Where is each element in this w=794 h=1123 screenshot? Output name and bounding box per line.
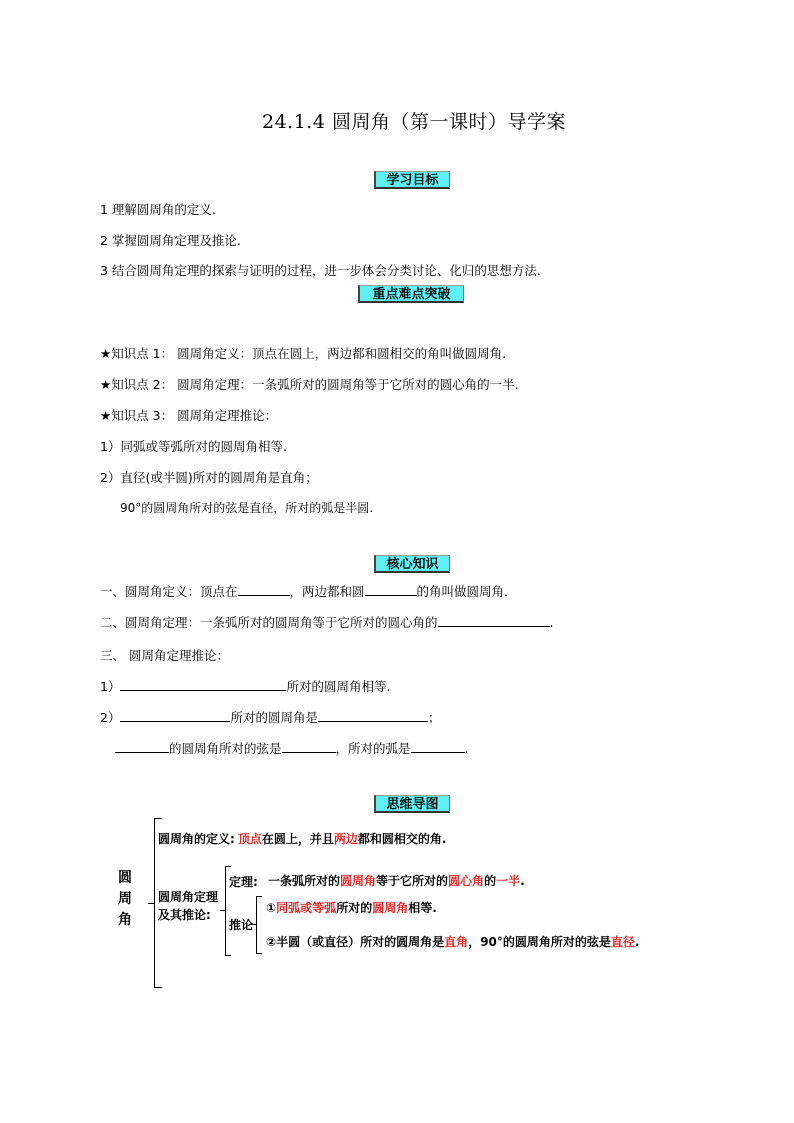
def-text: 都和圆相交的角.: [357, 832, 447, 846]
theorem-keyword: 圆周角: [340, 874, 377, 888]
core-line-corollary-1: [100, 677, 390, 695]
def-label: 圆周角的定义:: [158, 832, 235, 846]
goal-item: 1 理解圆周角的定义.: [100, 202, 216, 217]
section-header-key-points: 重点难点突破: [358, 285, 464, 303]
corollary-text: ②半圆（或直径）所对的圆周角是: [266, 935, 445, 949]
fill-blank[interactable]: [318, 708, 428, 722]
core-line-definition: [100, 582, 508, 600]
fill-blank[interactable]: [115, 739, 169, 753]
brace-tip: [148, 903, 155, 904]
knowledge-point: ★知识点 2： 圆周角定理：一条弧所对的圆周角等于它所对的圆心角的一半.: [100, 377, 519, 392]
corollary-text: 相等.: [408, 901, 437, 915]
knowledge-point: 2）直径(或半圆)所对的圆周角是直角；: [100, 470, 318, 485]
def-text: 在圆上，并且: [261, 832, 334, 846]
def-keyword-sides: 两边: [333, 832, 358, 846]
fill-blank[interactable]: [120, 677, 286, 691]
corollary-keyword: 圆周角: [372, 901, 409, 915]
core-line-corollary-heading: 三、 圆周角定理推论：: [100, 648, 229, 663]
core-line-theorem: [100, 613, 554, 631]
core-text: ，两边都和圆: [289, 584, 365, 599]
knowledge-point: 1）同弧或等弧所对的圆周角相等.: [100, 439, 287, 454]
core-text: 一、圆周角定义：顶点在: [100, 584, 238, 599]
theorem-label: 定理:: [229, 875, 258, 889]
corollary-text: ①: [266, 901, 277, 915]
core-line-corollary-2: [100, 708, 440, 726]
core-text: .: [549, 615, 554, 630]
theorem-text: .: [520, 874, 525, 888]
corollary-text: 所对的: [336, 901, 373, 915]
fill-blank[interactable]: [282, 739, 336, 753]
knowledge-point: 90°的圆周角所对的弦是直径，所对的弧是半圆.: [120, 501, 374, 515]
fill-blank[interactable]: [365, 582, 417, 596]
mindmap-corollary-2: [266, 933, 639, 950]
corollary-text: ，90°的圆周角所对的弦是: [468, 935, 611, 949]
core-text: 的圆周角所对的弦是: [169, 741, 282, 756]
mindmap-theorem-group: 圆周角定理及其推论:: [158, 890, 219, 922]
core-text: ；: [427, 710, 441, 725]
core-text: .: [464, 741, 469, 756]
page-title: 24.1.4 圆周角（第一课时）导学案: [262, 111, 566, 133]
corollary-keyword: 直径: [610, 935, 635, 949]
def-keyword-vertex: 顶点: [237, 832, 262, 846]
brace-tip: [220, 910, 226, 911]
theorem-text: 等于它所对的: [376, 874, 449, 888]
corollary-keyword: 同弧或等弧: [276, 901, 337, 915]
core-text: 2）: [100, 710, 121, 725]
corollary-text: .: [634, 935, 640, 949]
core-line-corollary-3: [115, 739, 469, 757]
theorem-keyword: 圆心角: [448, 874, 485, 888]
core-text: 二、圆周角定理：一条弧所对的圆周角等于它所对的圆心角的: [100, 615, 438, 630]
mindmap-root: 圆周角: [118, 870, 132, 928]
mindmap-corollary-1: [266, 899, 437, 916]
section-header-core: 核心知识: [374, 555, 450, 573]
mindmap-corollary-brace: [256, 896, 262, 954]
section-header-mindmap: 思维导图: [374, 795, 450, 813]
knowledge-point: ★知识点 1： 圆周角定义：顶点在圆上，两边都和圆相交的角叫做圆周角.: [100, 346, 507, 361]
core-text: 所对的圆周角是: [230, 710, 318, 725]
corollary-label: 推论: [229, 918, 254, 932]
mindmap-theorem: [268, 872, 525, 889]
goal-item: 2 掌握圆周角定理及推论.: [100, 233, 241, 248]
theorem-text: 一条弧所对的: [268, 874, 341, 888]
mindmap-definition: [158, 830, 446, 847]
fill-blank[interactable]: [438, 613, 550, 627]
section-header-goals: 学习目标: [374, 171, 450, 189]
core-text: 的角叫做圆周角.: [416, 584, 509, 599]
fill-blank[interactable]: [120, 708, 230, 722]
brace-tip: [251, 924, 257, 925]
goal-item: 3 结合圆周角定理的探索与证明的过程，进一步体会分类讨论、化归的思想方法.: [100, 263, 541, 278]
fill-blank[interactable]: [238, 582, 290, 596]
core-text: 1）: [100, 679, 121, 694]
fill-blank[interactable]: [411, 739, 465, 753]
corollary-keyword: 直角: [444, 935, 469, 949]
core-text: ，所对的弧是: [335, 741, 411, 756]
theorem-keyword: 一半: [496, 874, 521, 888]
core-text: 所对的圆周角相等.: [286, 679, 391, 694]
knowledge-point: ★知识点 3： 圆周角定理推论：: [100, 408, 278, 423]
theorem-text: 的: [484, 874, 497, 888]
